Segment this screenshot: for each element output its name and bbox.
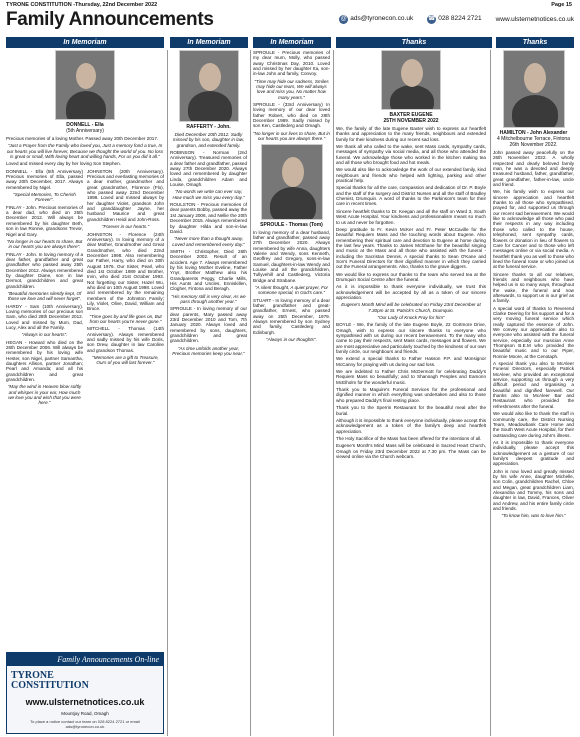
photo-caption: HAMILTON - John Alexander 4 Mitchelbourne Terrace, Fintona 26th November 2022. xyxy=(496,130,570,148)
notice-text: SPROULE - (33rd Anniversary) In loving memory of our dear loved father Robert, who died on 28th December 1989. Sadly missed by son Ken, Castlederg and Omagh. xyxy=(253,102,330,129)
column-in-memoriam-1 xyxy=(6,50,164,650)
notice-poem: "Just a Prayer from the Family who loved you, Just a memory fond a true, In our hearts you will live forever, Because we thought the world of you. No loss is great or small, With loving heart and willing hands, For us you did it all." xyxy=(6,143,164,160)
notice-text: HARDY - Sam (10th Anniversary). Loving memories of our precious son Sam, who died 28th December 2012. Loved and missed by Mum, Dad, Lucy, Alex and all the Family. xyxy=(6,303,83,330)
notice-text: We thank all who called to the wake, sent Mass cards, sympathy cards, messages of sympathy via social media, and all those who attended the funeral. We acknowledge those who worked in the kitchen making tea and all those who brought food and hot meals. xyxy=(336,144,486,166)
notice-poem: "Special Memories, To Cherish Forever". xyxy=(13,192,76,203)
photo-caption: BAXTER EUGENE 25TH NOVEMBER 2022 xyxy=(383,112,439,124)
notice-text: We would like to express our thanks to the team who served tea at the Drumquin Social Centre after the funeral. xyxy=(336,271,486,282)
paper-logo: TYRONE CONSTITUTION xyxy=(11,670,89,691)
notice-text: BOYLE - We, the family of the late Eugene Boyle, 22 Gortmore Drive, Omagh, wish to express our sincere thanks to everyone who sympathised with us during our recent bereavement. To the many who came to pay their respects, sent Mass cards, messages and flowers. We are most appreciative and particularly touched by the kindness of our own family circle, our neighbours and friends. xyxy=(336,322,486,355)
email-contact[interactable]: @ ads@tyronecon.co.uk xyxy=(340,15,414,22)
notice-text: SPROULE - Precious memories of my dear mum, Molly, who passed away Christmas Day, 2010. Loved and missed by her daughter Ita, son-in-law John and family, Convoy. xyxy=(253,50,330,77)
column-thanks-1 xyxy=(336,50,486,736)
photo-hamilton xyxy=(503,50,565,128)
photo-donnell xyxy=(55,50,115,120)
advert-url[interactable]: www.ulsternetnotices.co.uk xyxy=(25,697,145,707)
notice-text: We would also like to acknowledge the work of our extended family, kind neighbours and friends who helped with lighting, parking and other practical help. xyxy=(336,167,486,184)
header-in-memoriam-1: In Memoriam xyxy=(6,37,164,48)
notice-text: MITCHELL - Thomas (14th Anniversary). Always remembered and sadly missed by his wife Doris, son Drew, daughter in law Caroline and grandson Thomas. xyxy=(87,326,164,353)
notice-poem: "Beautiful memories silently kept, Of those we love and will never forget". xyxy=(7,290,82,302)
notice-text: Died December 20th 2012. Sadly missed by his son, daughter in law, grandson, and extended family. xyxy=(172,132,245,148)
notice-text: As it is impossible to thank everyone individually, please accept this acknowledgement as a gesture of our family's deepest gratitude and appreciation. xyxy=(493,439,574,467)
notice-text: Eugene's Month Mind will be celebrated on Friday 23rd December at 7.30pm at St. Patrick's Church, Drumquin. xyxy=(341,302,481,313)
notice-text: STUART - In loving memory of a dear father, grandfather and great-grandfather, Ernest, who passed away on 25th December, 1979. Always remembered by son Sydney and family, Castlederg and Edinburgh. xyxy=(253,297,330,335)
notice-text: Eugene's Month's Mind Mass will be celebrated in Sacred Heart Church, Omagh on Friday 23rd December 2022 at 7.30 pm. The Mass can be viewed online via the Church webcam. xyxy=(336,443,486,459)
notice-text: SMITH - Christopher, Died 26th December 2002. Result of an accident. Age 7. Always remembered by his loving Mother Eveline, Father Ynyr, Brother Matthew also his Grandparents Peggy, Charlie Mills, His Aunts and Uncles, Enniskillen, Clogher, Fintona and Beragh. xyxy=(170,248,247,292)
notice-outro: Loved and missed every day by her loving Son Stephen. xyxy=(6,161,121,167)
notice-poem: "To know him, was to love him." xyxy=(501,513,566,519)
photo-sproule xyxy=(261,144,323,220)
notice-poem: "Always in our hearts". xyxy=(21,332,68,338)
notice-text: ROULSTON - Precious memories of dear parents Bobby, passed away the 1st January 2006, and Nellie the 20th December 2015. Always remembered by daughter Hilda and son-in-law David. xyxy=(170,202,247,234)
notice-text: Thank you to Maguire's Funeral Services for the professional and dignified manner in which everything was undertaken and also to those who prepared Daddy's final resting place. xyxy=(336,387,486,403)
notice-poem: "As time unfolds another year, Precious memories keep you near." xyxy=(172,345,245,357)
paper-date: TYRONE CONSTITUTION -Thursday, 22nd December 2022 xyxy=(6,2,158,8)
advert-small-print: To place a notice contact our team on 028 8224 2721 or email ads@tyronecon.co.uk xyxy=(30,719,140,729)
phone-contact[interactable]: ☎ 028 8224 2721 xyxy=(427,15,482,22)
notice-text: JOHNSTON (20th Anniversary). Precious and everlasting memories of a dear mother, grandmother and great grandmother, Florence (Flo), who passed away 22nd December 1998. Loved and missed always by her daughter Violet, grandson John and granddaughter Jayne, her husband Maurice and great grandchildren Heidi and John-Ross. xyxy=(87,168,164,222)
notice-text: Thank you to the Sperrin Restaurant for the beautiful meal after the burial. xyxy=(336,405,486,416)
page-number: Page 15 xyxy=(551,2,572,8)
subcolumn-right xyxy=(87,169,164,408)
advert-banner: Family Announcements On-line xyxy=(7,653,163,666)
notice-text: FINLAY - John. Precious memories of a dear dad, who died on 25th December 2012. Will always be remembered by his daughter Beth, son in law Ronnie, grandsons Trevor, Nigel and Gary. xyxy=(6,204,83,237)
subcolumn-left xyxy=(6,169,83,408)
notice-text: We, the family of the late Eugene Baxter wish to express our heartfelt thanks and appreciation to the many friends, neighbours and extended family for their kindness during our recent sad loss. xyxy=(336,126,486,142)
notice-poem: "Forever in our hearts." xyxy=(101,224,150,230)
header-in-memoriam-3: In Memoriam xyxy=(253,37,331,48)
masthead xyxy=(6,9,574,35)
notice-text: HEGAN - Howard who died on the 26th December 2006. Will always be remembered by his loving wife Hester, son Nigel, partner Samantha, daughters Allison, partner Jonathan; Pearl and Amanda; and all his grandchildren and great grandchildren. xyxy=(6,339,83,383)
notice-text: The Holy Sacrifice of the Mass has been offered for the intentions of all. xyxy=(336,435,482,441)
column-in-memoriam-3 xyxy=(253,50,330,736)
column-divider xyxy=(250,50,251,736)
column-in-memoriam-2 xyxy=(170,50,247,736)
notice-text: As it is impossible to thank everyone individually, we trust this acknowledgement will be accepted by all as a token of our sincere appreciation. xyxy=(336,284,486,300)
website-link[interactable]: www.ulsternetnotices.co.uk xyxy=(495,16,574,23)
notice-text: John passed away peacefully on the 26th November 2022. A wholly respected and dearly beloved family man, he was a devoted and deeply treasured husband, father, grandfather, great grandfather, father-in-law, uncle and friend. xyxy=(493,150,574,188)
notice-poem: "No longer in our lives to share, But in our hearts you are always there." xyxy=(253,130,330,142)
notice-text: We are indebted to Father Chris McDermott for celebrating Daddy's Requiem Mass so beautifully; and to Shannagh Peoples and Eamonn McElholm for the wonderful music. xyxy=(336,369,486,385)
notice-text: John is now loved and greatly missed by his wife Anne, daughter Michelle, son Colin, grandchildren Rachel, Chloe and Megan, great grandchildren Liam, Alexandria and Tommy, his sons and daughter in law, David, Frances, Oliver and Andrew, and his entire family circle and friends. xyxy=(493,468,574,511)
notice-text: Although it is impossible to thank everyone individually, please accept this acknowledgement as a token of the family's deep and heartfelt appreciation. xyxy=(336,417,486,434)
notice-poem: "May the wind in Heaven blow softly and whisper in your ear, How much we love you and wish that you were here." xyxy=(7,384,82,406)
header-thanks-1: Thanks xyxy=(336,37,492,48)
email-icon: @ xyxy=(340,16,347,22)
online-notices-advert[interactable] xyxy=(6,652,164,734)
photo-baxter xyxy=(381,50,441,110)
notice-text: A special thank you also to McAleer Funeral Directors, especially Patrick McAleer, who provided an exceptional service, supporting us through a very difficult period and organising a beautiful and dignified farewell. Our thanks also to McAleer Bar and Restaurant who provided the refreshments after the funeral. xyxy=(493,361,574,409)
notice-text: We would also like to thank the staff in community care, the District Nursing Team, Meadowbank Care Home and the South West Acute Hospital, for their outstanding care during John's illness. xyxy=(493,411,574,438)
header-in-memoriam-2: In Memoriam xyxy=(170,37,248,48)
notice-poem: "Always in our thoughts". xyxy=(266,337,317,343)
photo-caption: SPROULE - Thomas (Tom) xyxy=(260,221,323,228)
notice-text: Sincere thanks to all our relatives, friends and neighbours who have helped us in so many ways, throughout the wake, the funeral and now afterwards, to support us in our grief as a family. xyxy=(493,271,574,304)
section-title: Family Announcements xyxy=(6,9,214,30)
notice-text: ROBINSON - Norman (2nd Anniversary). Treasured memories of a dear father and grandfather, passed away 27th December 2020. Always loved and remembered by daughter Linda, grandchildren Adam and Louise, Omagh. xyxy=(170,150,247,188)
notice-text: JOHNSTON - Florence (24th Anniversary). In loving memory of a dear Mother, Grandmother and Great Grandmother, who died 22nd December 1998. Also remembering our Father, Harry, who died on 30th August 1976. Our Sister, Pearl, who died 1st October 1989 and Brother, Irvin, who died 21st October 1993. Not forgetting our Sister, Hazel Wu, who died on 10th August 1998. Loved and remembered by the remaining members of the Johnston Family; Lily, Violet, Olive, David, William and Bruce. xyxy=(87,231,164,312)
notice-poem: "Time goes by and life goes on, But from our hearts you're never gone." xyxy=(89,313,162,324)
contact-bar xyxy=(339,15,574,24)
notice-poem: "Never more than a thought away, Loved and remembered every day." xyxy=(172,236,245,247)
notice-text: Deep gratitude to Fr. Kevin McKer and Fr. Peter McCaville for the beautiful Requiem Mass and the touching words about Eugene. Also remembering their spiritual care and devotion to Eugene at home during the last few years. Thanks to James McShane for the beautiful singing and music at the Mass and all those who assisted with the funeral - including the Sacristan Dennis. A special thanks to Sean O'Kane and Son's Funeral Directors for their dignified manner in which they carried out the Funeral arrangements. Also, thanks to the grave diggers. xyxy=(336,226,486,270)
notice-poem: "No longer in our hearts to share, But in our hearts you are always there". xyxy=(6,238,83,250)
notice-poem: "Memories are a gift to Treasure, Ours of you will last forever." xyxy=(92,355,159,366)
column-divider xyxy=(167,50,168,736)
notice-text: DONNELL - Ella (5th Anniversary) Precious memories of Ella, passed away 20th December, 2017. Always remembered by Nigel. xyxy=(6,168,83,190)
notice-text: We extend a special thanks to Father Hasson P.P. and Monsignor McCanny for praying with us during our sad loss. xyxy=(336,356,486,367)
notice-text: Sincere heartfelt thanks to Dr. Keegan and all the staff on Ward 3, South West Acute Hospital. Your kindness and professionalism meant so much to us and never be forgotten. xyxy=(336,208,486,225)
header-thanks-2: Thanks xyxy=(496,37,574,48)
notice-poem: "His memory still is very clear, As we pass through another year." xyxy=(171,293,246,304)
column-thanks-2 xyxy=(493,50,574,736)
notice-text: SPROULE - In loving memory of our dear parents, Mary passed away 23rd December 2010 and Tom, 7th January 2020. Always loved and remembered by sons, daughters, grandchildren and great grandchildren. xyxy=(170,306,247,344)
photo-caption: RAFFERTY - John. xyxy=(186,124,231,130)
notice-text: FINLAY - John. In loving memory of a dear father, grandfather and great grandfather who passed away 25th December 2012. Always remembered by daughter Diane, son in law Dermot, grandchildren and great grandchildren. xyxy=(6,251,83,289)
notice-poem: "Time may hide our sadness, Smiles may hide our tears, We will always love and miss you, No matter how many years." xyxy=(254,78,329,100)
notice-intro: Precious memories of a loving Mother. Passed away 20th December 2017. xyxy=(6,136,159,141)
photo-rafferty xyxy=(179,50,239,122)
notice-poem: "No words we write can ever say, How much we miss you every day." xyxy=(172,189,245,200)
notice-text: In loving memory of a dear husband, father and grandfather, passed away 27th December 2020. Always remembered by wife Anna, daughters Valerie and Wendy, sons Kenneth, Geoffrey and Gregory, sons-in-law Samuel, daughters-in-law Wendy and Louise and all the grandchildren, Tullyvehill and Castlederg, Victoria Bridge and Strabane. xyxy=(253,229,330,283)
photo-caption: DONNELL - Ella (5th Anniversary) xyxy=(66,122,104,134)
column-headers xyxy=(6,37,574,48)
notice-text: A special word of thanks to Reverend Clarke Deering for his support and for a very moving funeral service which really captured the essence of John. We convey our appreciation also to everyone who assisted with the funeral service, especially our musician Anne Thompson B.E.M who provided the beautiful music and to our Piper, Ronnie Moore, at the Cenotaph. xyxy=(493,305,574,359)
column-divider xyxy=(490,50,491,736)
column-divider xyxy=(333,50,334,736)
notice-text: We, his family wish to express our sincere appreciation and heartfelt thanks to all those who sympathised, prayed for, and supported us through our recent sad bereavement. We would like to acknowledge all those who paid their respects in any way including those who called to the house, telephoned, sent sympathy cards, flowers or donation in lieu of flowers to Care for Cancer and to those who left messages online or via social media. A heartfelt thank you as well to those who lined the funeral route or who joined us at the funeral service. xyxy=(493,189,574,270)
advert-address: Mountjoy Road, Omagh xyxy=(61,711,109,716)
notice-poem: "Our Lady of Knock Pray for him" xyxy=(377,315,445,320)
notice-text: Special thanks for all the care, compassion and dedication of Dr. P. Boyle and the staff of the surgery and District Nurses and all the staff of Bradley Chemist, Drumquin. A word of thanks to the Parkinson's team for their care in recent times. xyxy=(336,185,486,207)
notice-poem: "A silent thought, A quiet prayer, For someone special, In God's care." xyxy=(254,284,329,296)
phone-icon: ☎ xyxy=(427,16,436,22)
